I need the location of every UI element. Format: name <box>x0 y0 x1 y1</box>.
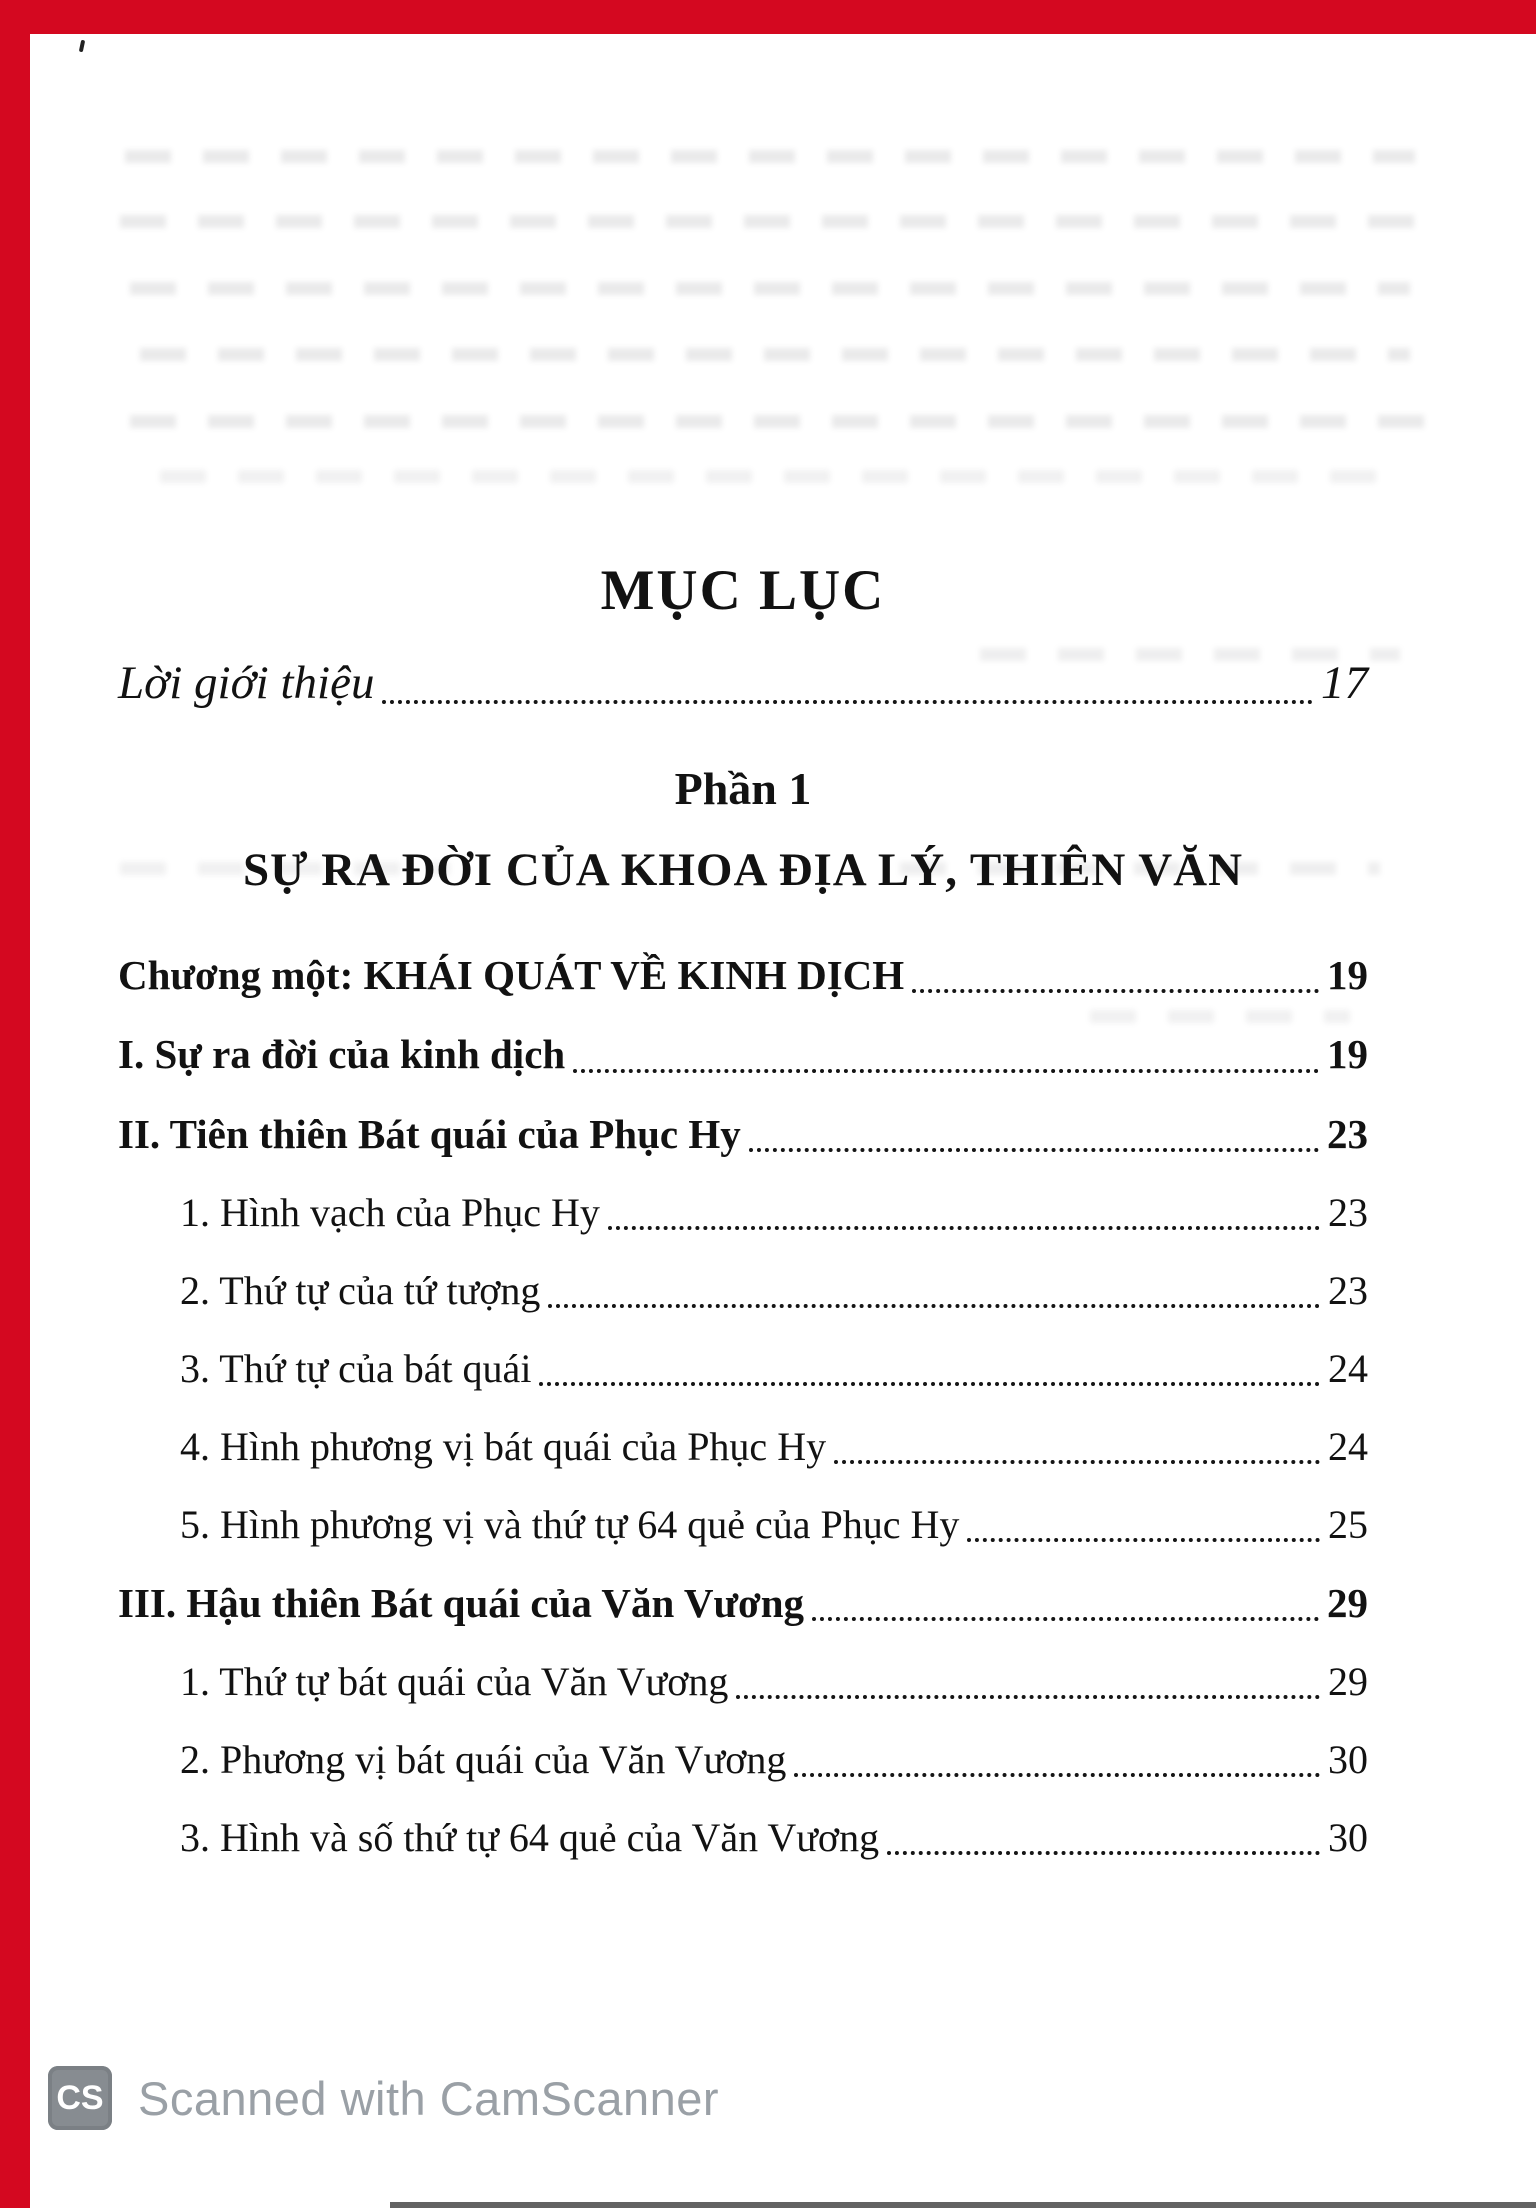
toc-entry-label: 3. Hình và số thứ tự 64 quẻ của Văn Vương <box>180 1815 880 1861</box>
watermark-text: Scanned with CamScanner <box>138 2071 720 2125</box>
toc-content <box>118 0 1368 1864</box>
scan-edge-left <box>0 0 30 2208</box>
toc-entry-page: 29 <box>1328 1659 1368 1705</box>
dot-leader <box>794 1773 1320 1777</box>
toc-entry-label: II. Tiên thiên Bát quái của Phục Hy <box>118 1110 741 1157</box>
toc-entry <box>118 1187 1368 1239</box>
toc-entry-label: 1. Thứ tự bát quái của Văn Vương <box>180 1659 729 1705</box>
camscanner-watermark <box>48 2066 719 2130</box>
toc-entry <box>118 1734 1368 1786</box>
toc-entry-label: 4. Hình phương vị bát quái của Phục Hy <box>180 1423 827 1469</box>
toc-entry-label: I. Sự ra đời của kinh dịch <box>118 1031 566 1078</box>
toc-entry-label: 3. Thứ tự của bát quái <box>180 1345 532 1391</box>
toc-entry-page: 29 <box>1327 1579 1368 1626</box>
dot-leader <box>608 1226 1320 1230</box>
dot-leader <box>382 700 1313 704</box>
dot-leader <box>887 1851 1320 1855</box>
toc-entry-page: 24 <box>1328 1423 1368 1469</box>
page-title: MỤC LỤC <box>600 559 886 622</box>
toc-entry-page: 24 <box>1328 1345 1368 1391</box>
toc-entry-page: 30 <box>1328 1815 1368 1861</box>
part-subheading: SỰ RA ĐỜI CỦA KHOA ĐỊA LÝ, THIÊN VĂN <box>242 844 1244 897</box>
dot-leader <box>967 1538 1320 1542</box>
toc-entry <box>118 1812 1368 1864</box>
toc-entry <box>118 949 1368 1002</box>
scan-edge-bottom <box>390 2202 1536 2208</box>
toc-entry-label: 2. Thứ tự của tứ tượng <box>180 1267 541 1313</box>
toc-entry-label: 2. Phương vị bát quái của Văn Vương <box>180 1737 787 1783</box>
toc-entry <box>118 1108 1368 1161</box>
toc-entry <box>118 1577 1368 1630</box>
dot-leader <box>736 1695 1320 1699</box>
scan-artifact-mark <box>79 40 85 53</box>
toc-entry-label: Chương một: KHÁI QUÁT VỀ KINH DỊCH <box>118 952 905 999</box>
toc-entry <box>118 1499 1368 1551</box>
toc-entry-label: 5. Hình phương vị và thứ tự 64 quẻ của Phục Hy <box>180 1501 960 1547</box>
dot-leader <box>912 989 1319 993</box>
toc-entry-page: 19 <box>1327 952 1368 999</box>
part-heading: Phần 1 <box>674 763 812 815</box>
toc-entry <box>118 1265 1368 1317</box>
toc-entry <box>118 1421 1368 1473</box>
toc-entry-intro <box>118 653 1368 714</box>
toc-entry-page: 30 <box>1328 1737 1368 1783</box>
toc-entry-label: 1. Hình vạch của Phục Hy <box>180 1189 600 1235</box>
toc-entry-label: III. Hậu thiên Bát quái của Văn Vương <box>118 1579 805 1626</box>
toc-entry <box>118 1343 1368 1395</box>
dot-leader <box>573 1069 1319 1073</box>
dot-leader <box>539 1382 1320 1386</box>
dot-leader <box>548 1304 1320 1308</box>
toc-entry-page: 23 <box>1328 1267 1368 1313</box>
dot-leader <box>749 1148 1319 1152</box>
camscanner-logo-icon: CS <box>48 2066 112 2130</box>
toc-entry <box>118 1028 1368 1081</box>
toc-entry <box>118 1656 1368 1708</box>
toc-entry-label: Lời giới thiệu <box>118 657 375 709</box>
toc-entry-page: 25 <box>1328 1501 1368 1547</box>
toc-entry-page: 17 <box>1321 657 1368 709</box>
dot-leader <box>834 1460 1320 1464</box>
toc-entry-page: 23 <box>1328 1189 1368 1235</box>
dot-leader <box>812 1617 1319 1621</box>
toc-entry-page: 19 <box>1327 1031 1368 1078</box>
toc-entry-page: 23 <box>1327 1110 1368 1157</box>
